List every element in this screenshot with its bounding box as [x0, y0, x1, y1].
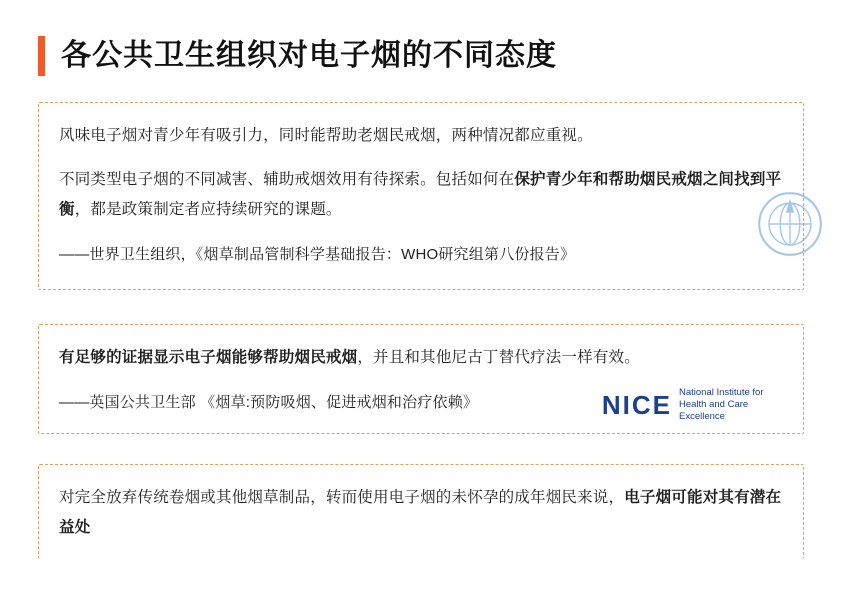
quote-line	[59, 483, 783, 543]
quote-block-who	[38, 102, 804, 290]
quote-segment-pre: 不同类型电子烟的不同减害、辅助戒烟效用有待探索。包括如何在	[59, 171, 515, 188]
title-accent-bar	[38, 36, 45, 76]
quote-block-phe	[38, 324, 804, 434]
quote-segment-strong: 有足够的证据显示电子烟能够帮助烟民戒烟	[59, 349, 358, 366]
who-emblem-icon	[755, 189, 825, 259]
quote-segment-strong: 保护青少年和帮助烟民戒烟之间找到平衡	[59, 171, 782, 218]
quote-segment-post: ，并且和其他尼古丁替代疗法一样有效。	[357, 349, 640, 366]
quote-line	[59, 165, 783, 225]
quote-line	[59, 343, 783, 373]
nice-subtitle: National Institute for Health and Care Excellence	[679, 387, 764, 422]
quote-source: ——世界卫生组织，《烟草制品管制科学基础报告：WHO研究组第八份报告》	[59, 246, 576, 263]
nice-wordmark: NICE	[601, 389, 672, 420]
nice-logo	[602, 387, 789, 423]
quote-segment-strong: 电子烟可能对其有潜在益处	[59, 489, 782, 536]
quote-segment-post: ，都是政策制定者应持续研究的课题。	[74, 201, 342, 218]
page-title	[38, 0, 804, 86]
quote-source: ——英国公共卫生部 《烟草:预防吸烟、促进戒烟和治疗依赖》	[59, 394, 479, 411]
page-right-edge	[838, 0, 842, 611]
quote-block-third	[38, 464, 804, 559]
quote-line: 风味电子烟对青少年有吸引力，同时能帮助老烟民戒烟，两种情况都应重视。	[59, 127, 593, 144]
title-text: 各公共卫生组织对电子烟的不同态度	[61, 39, 557, 72]
quote-segment-pre: 对完全放弃传统卷烟或其他烟草制品，转而使用电子烟的未怀孕的成年烟民来说，	[59, 489, 625, 506]
